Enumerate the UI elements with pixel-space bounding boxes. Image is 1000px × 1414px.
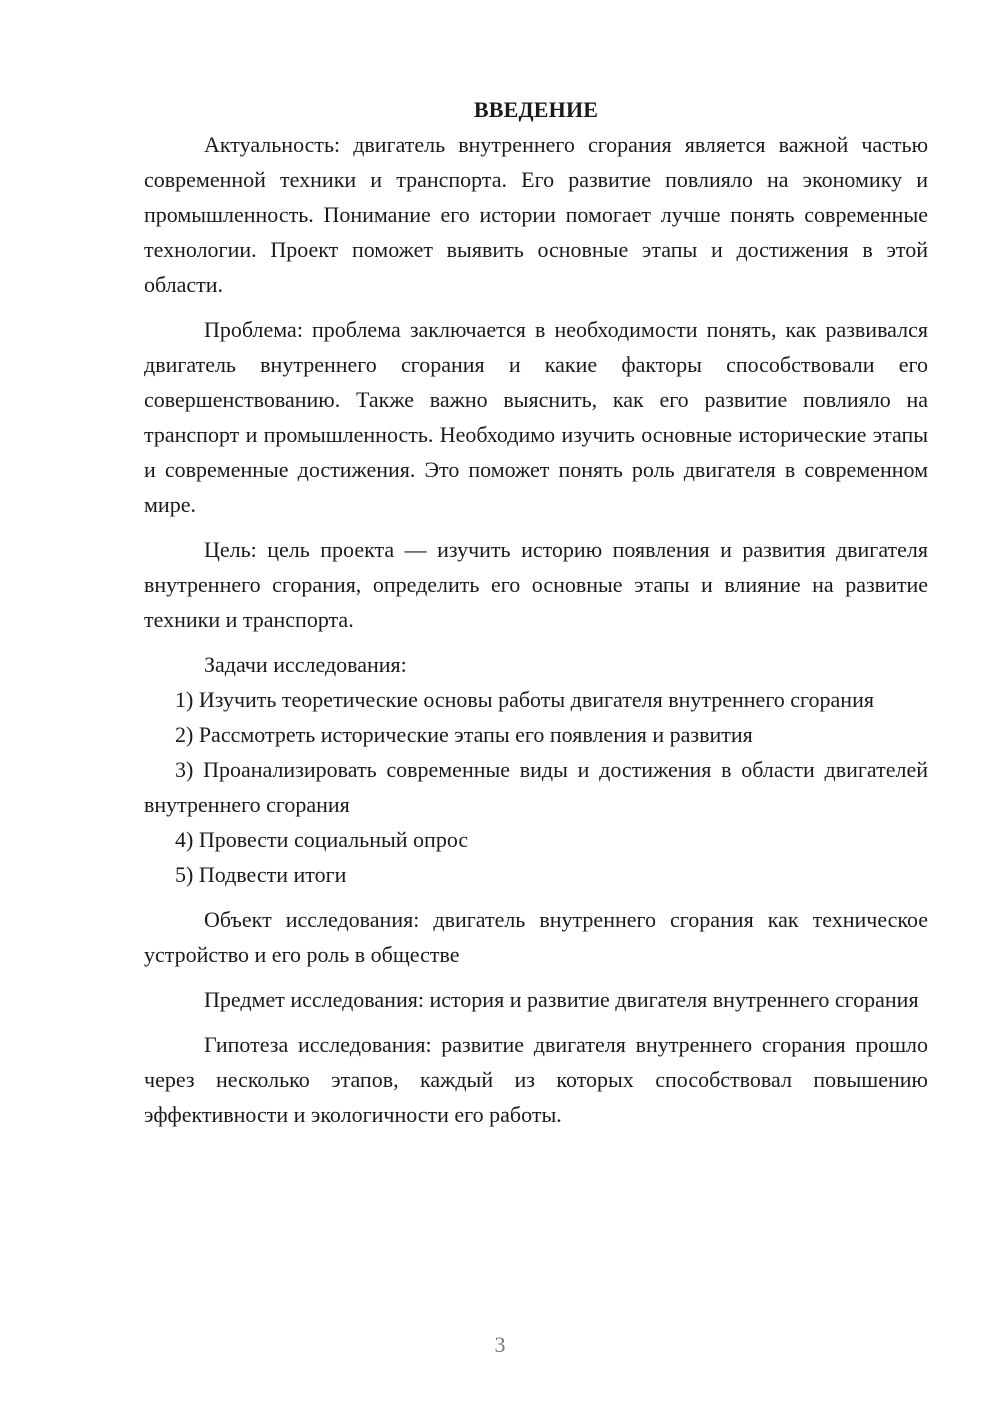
list-item: 5) Подвести итоги [175, 862, 347, 887]
paragraph-goal: Цель: цель проекта — изучить историю появления и развития двигателя внутреннего сгорания, определить его основные этапы и влияние на развитие техники и транспорта. [144, 537, 928, 632]
paragraph-subject: Предмет исследования: история и развитие двигателя внутреннего сгорания [204, 987, 919, 1012]
list-item: 2) Рассмотреть исторические этапы его появления и развития [175, 722, 753, 747]
tasks-list [144, 682, 928, 892]
list-item: 1) Изучить теоретические основы работы двигателя внутреннего сгорания [175, 687, 874, 712]
page-title: ВВЕДЕНИЕ [473, 97, 599, 122]
list-item: 4) Провести социальный опрос [175, 827, 469, 852]
tasks-heading: Задачи исследования: [204, 652, 407, 677]
paragraph-object: Объект исследования: двигатель внутреннего сгорания как техническое устройство и его роль в обществе [144, 907, 928, 967]
document-page [144, 92, 928, 1132]
paragraph-problem: Проблема: проблема заключается в необходимости понять, как развивался двигатель внутреннего сгорания и какие факторы способствовали его совершенствованию. Также важно выяснить, как его развитие повлияло на транспорт и промышленность. Необходимо изучить основные исторические этапы и современные достижения. Это поможет понять роль двигателя в современном мире. [144, 317, 928, 517]
list-item: 3) Проанализировать современные виды и достижения в области двигателей внутреннего сгорания [144, 757, 928, 817]
page-number: 3 [494, 1332, 506, 1357]
paragraph-hypothesis: Гипотеза исследования: развитие двигателя внутреннего сгорания прошло через несколько этапов, каждый из которых способствовал повышению эффективности и экологичности его работы. [144, 1032, 928, 1127]
paragraph-relevance: Актуальность: двигатель внутреннего сгорания является важной частью современной техники и транспорта. Его развитие повлияло на экономику и промышленность. Понимание его истории помогает лучше понять современные технологии. Проект поможет выявить основные этапы и достижения в этой области. [144, 132, 928, 297]
